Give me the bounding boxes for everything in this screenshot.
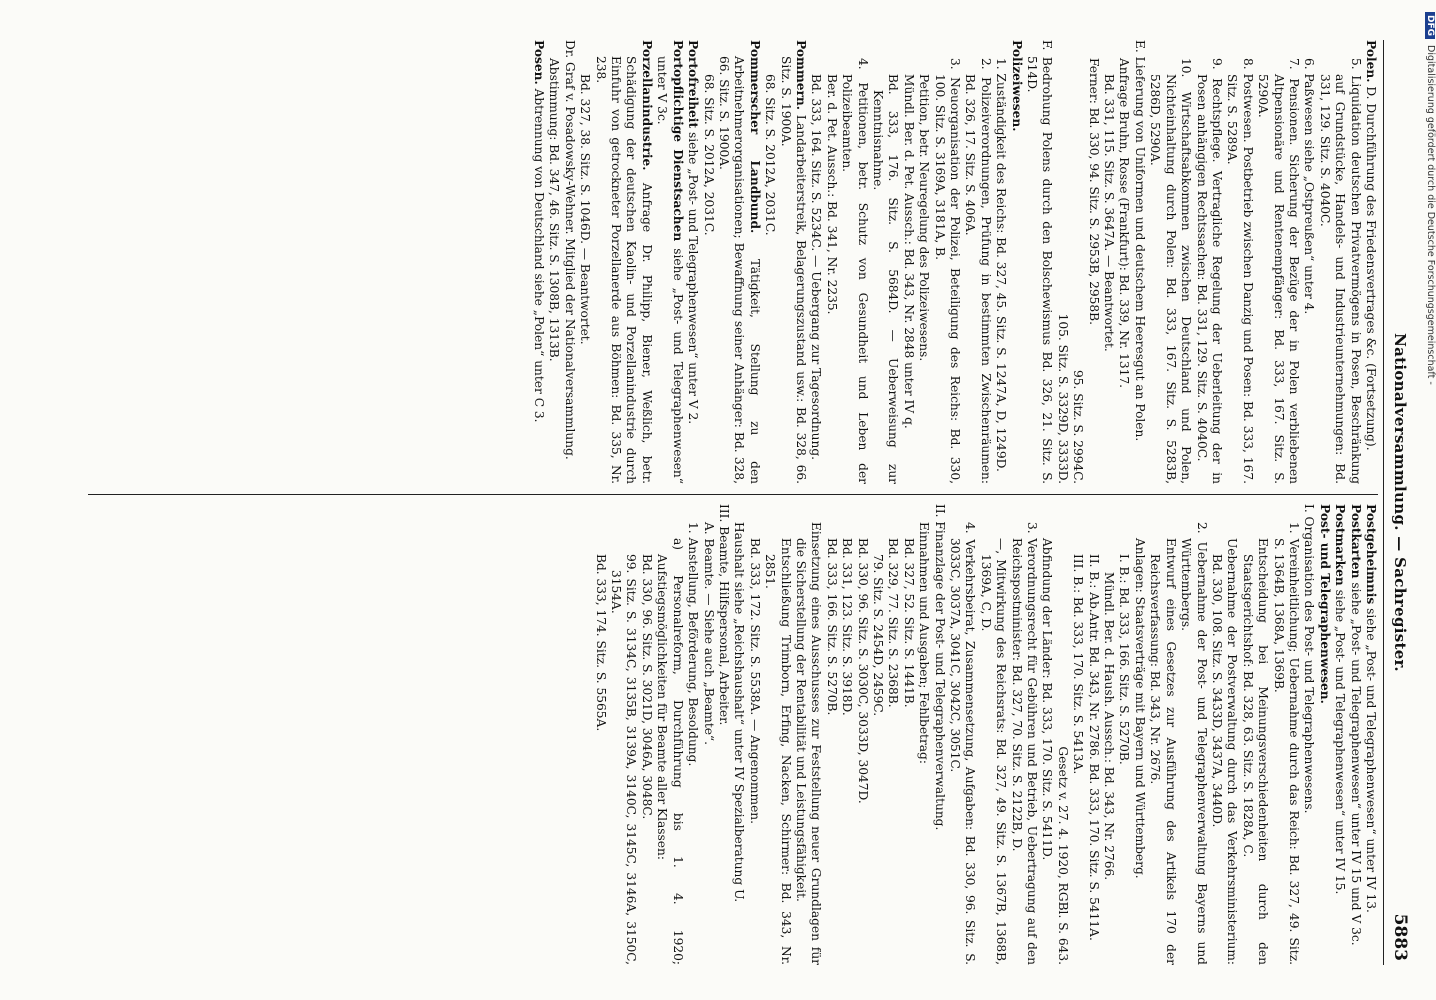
register-entry <box>793 504 824 965</box>
entry-text: 5. Liquidation deutschen Privatvermögens in Posen, Beschränkung auf Grundstücke, Handels- und Industrieunternehmungen: Bd. 331, 129. Sitz. S. 4040C. <box>1317 58 1363 484</box>
register-entry <box>839 40 870 484</box>
register-entry <box>592 504 607 965</box>
entry-text: 105. Sitz. S. 3329D, 3333D. <box>1055 313 1070 484</box>
entry-text: Haushalt siehe „Reichshaushalt“ unter IV Spezialberatung U. <box>732 522 747 903</box>
register-entry <box>885 504 900 965</box>
entry-text: Bd. 333, 174. Sitz. S. 5565A. <box>593 554 608 732</box>
register-entry <box>1008 504 1039 965</box>
entry-text: 10. Wirtschaftsabkommen zwischen Deutschland und Polen, Nichteinhaltung durch Polen: Bd. 333, 167. Sitz. S. 5283B, 5286D, 5290A. <box>1148 58 1194 484</box>
register-entry <box>700 40 715 484</box>
entry-text: Bd. 327, 38. Sitz. S. 1046D. — Beantwortet. <box>578 74 593 345</box>
register-entry <box>900 40 915 484</box>
register-entry <box>870 40 901 484</box>
register-entry <box>823 40 838 484</box>
register-entry <box>1116 40 1131 484</box>
entry-text: Uebernahme der Postverwaltung durch das Verkehrsministerium: Bd. 330, 108. Sitz. S. 3433D, 3437A, 3440D. <box>1209 538 1240 965</box>
entry-text: 1. Zuständigkeit des Reichs: Bd. 327, 45. Sitz. S. 1247A, D, 1249D. <box>994 58 1009 472</box>
entry-text: 8. Postwesen. Postbetrieb zwischen Danzig und Posen: Bd. 333, 167. Sitz. S. 5289A. <box>1225 58 1255 484</box>
page-title: Nationalversammlung. — Sachregister. <box>1391 333 1409 672</box>
entry-heading: Porzellanindustrie. <box>639 40 654 171</box>
register-entry <box>762 40 777 484</box>
entry-text: a) Personalreform, Durchführung bis 1. 4. 1920; Aufstiegsmöglichkeiten für Beamte aller Klassen: <box>655 538 685 965</box>
entry-text: Anlagen: Staatsverträge mit Bayern und Württemberg. <box>1132 538 1147 879</box>
entry-text: F. Bedrohung Polens durch den Bolschewismus Bd. 326, 21. Sitz. S. 514D. <box>1025 40 1055 484</box>
register-entry <box>777 40 808 484</box>
register-entry <box>762 504 793 965</box>
entry-heading: Postkarten <box>1348 504 1363 579</box>
register-entry <box>1332 504 1347 965</box>
register-entry <box>931 504 946 965</box>
entry-text: Bd. 330, 96. Sitz. S. 3021D, 3046A, 3048C. <box>639 554 654 820</box>
register-entry <box>577 40 592 484</box>
register-entry <box>1101 504 1116 965</box>
entry-text: siehe „Post- und Telegraphenwesen“ unter IV 13. <box>1364 608 1378 913</box>
entry-text: Entschließung Trimborn, Erfing, Nacken, Schirmer: Bd. 343, Nr. 2851. <box>763 538 793 965</box>
entry-text: II. B.: Ab.Antr. Bd. 343, Nr. 2786. Bd. 333, 170. Sitz. S. 5411A. <box>1086 554 1101 941</box>
register-entry <box>1132 504 1147 965</box>
entry-heading: Portofreiheit <box>686 40 701 129</box>
entry-heading: Postmarken <box>1333 504 1348 586</box>
register-entry <box>1193 40 1224 484</box>
entry-text: Bd. 331, 123. Sitz. S. 3918D. <box>840 538 855 716</box>
entry-text: 68. Sitz. S. 2012A, 2031C. <box>763 74 778 236</box>
entry-text: D. Durchführung des Friedensvertrages &c. (Fortsetzung). <box>1364 86 1378 451</box>
register-entry <box>1270 504 1301 965</box>
entry-text: Bd. 331, 115. Sitz. S. 3647A. — Beantwortet. <box>1102 74 1117 352</box>
entry-text: Anfrage Bruhn, Rosse (Frankfurt): Bd. 339, Nr. 1317. <box>1117 58 1132 388</box>
entry-text: 1. Vereinheitlichung; Uebernahme durch das Reich: Bd. 327, 49. Sitz. S. 1364B, 1368A, 1369B. <box>1271 522 1301 965</box>
register-entry <box>1101 40 1116 484</box>
entry-text: Abstimmung: Bd. 347, 46. Sitz. S. 1308B, 1313B. <box>547 58 562 362</box>
entry-text: 2. Polizeiverordnungen, Prüfung in bestimmten Zwischenräumen: Bd. 326, 17. Sitz. S. 406A. <box>963 58 993 484</box>
register-entry <box>1178 504 1209 965</box>
register-entry <box>1363 504 1378 965</box>
entry-text: 7. Pensionen. Sicherung der Bezüge der in Polen verbliebenen Altpensionäre und Rentenempfänger: Bd. 333, 167. Sitz. S. 5290A. <box>1256 58 1301 484</box>
register-entry <box>1008 40 1023 484</box>
register-entry <box>947 504 978 965</box>
entry-text: Landarbeiterstreik, Belagerungszustand usw.: Bd. 328, 66. Sitz. S. 1900A. <box>778 56 808 485</box>
entry-text: 79. Sitz. S. 2454D, 2459C. <box>871 554 885 717</box>
entry-text: 4. Petitionen, betr. Schutz von Gesundheit und Leben der Polizeibeamten. <box>840 58 870 484</box>
entry-text: Bd. 333, 164. Sitz. S. 5234C. — Uebergang zur Tagesordnung. <box>809 74 824 461</box>
register-entry <box>1316 40 1362 484</box>
digitization-text: Digitalisierung gefördert durch die Deutsche Forschungsgemeinschaft - <box>1425 45 1436 385</box>
entry-heading: Pommern. <box>793 40 808 111</box>
register-entry <box>685 40 700 484</box>
register-entry <box>1039 504 1054 965</box>
register-entry <box>854 504 869 965</box>
register-entry <box>916 40 931 484</box>
entry-text: Bd. 333, 166. Sitz. S. 5270B. <box>824 538 839 716</box>
entry-heading: Polen. <box>1364 40 1378 83</box>
register-entry <box>1054 40 1069 484</box>
register-entry <box>1301 40 1316 484</box>
entry-text: 4. Verkehrsbeirat, Zusammensetzung, Aufgaben: Bd. 330, 96. Sitz. S. 3033C, 3037A, 3041C, 3042C, 3051C. <box>948 522 978 965</box>
entry-text: Mündl. Ber. d. Haush. Aussch.: Bd. 343, Nr. 2766. <box>1102 572 1117 881</box>
register-entry <box>900 504 915 965</box>
register-entry <box>685 504 700 965</box>
entry-text: 2. Uebernahme der Post- und Telegraphenverwaltung Bayerns und Württembergs. <box>1179 522 1209 965</box>
register-entry <box>1132 40 1147 484</box>
entry-text: A. Beamte. — Siehe auch „Beamte“. <box>701 522 716 746</box>
entry-text: Gesetz v. 27. 4. 1920, RGBl. S. 643. <box>1055 746 1070 965</box>
entry-text: Ber. d. Pet. Aussch.: Bd. 341, Nr. 2235. <box>824 74 839 315</box>
entry-text: 68. Sitz. S. 2012A, 2031C. <box>701 74 716 236</box>
register-entry <box>1147 504 1178 965</box>
register-entry <box>546 40 561 484</box>
entry-text: Entwurf eines Gesetzes zur Ausführung des Artikels 170 der Reichsverfassung: Bd. 343, Nr. 2676. <box>1148 538 1178 965</box>
register-entry <box>654 504 685 965</box>
register-entry <box>716 40 762 484</box>
register-entry <box>654 40 685 484</box>
register-entry <box>1301 504 1316 965</box>
entry-text: 3. Verordnungsrecht für Gebühren und Betrieb, Uebertragung auf den Reichspostminister: Bd. 327, 70. Sitz. S. 2122B, D. <box>1009 522 1040 965</box>
entry-text: Anfrage Dr. Philipp, Biener, Weßlich, betr. Schädigung der deutschen Kaolin- und Porzellanindustrie durch Einfuhr von getrockneter Porzellanerde aus Böhmen: Bd. 335, Nr. 238. <box>593 56 654 485</box>
register-entry <box>870 504 885 965</box>
entry-text: Dr. Graf v. Posadowsky-Wehner. Mitglied der Nationalversammlung. <box>562 40 577 460</box>
register-entry <box>977 504 1008 965</box>
register-entry <box>639 504 654 965</box>
page-header <box>1383 40 1412 965</box>
entry-text: Ferner: Bd. 330, 94. Sitz. S. 2953B, 2958B. <box>1086 58 1101 326</box>
entry-text: III. Beamte, Hilfspersonal, Arbeiter. <box>716 504 731 726</box>
register-entry <box>1255 40 1301 484</box>
register-entry <box>1070 40 1085 484</box>
digitization-note <box>1425 12 1436 992</box>
entry-text: siehe „Post- und Telegraphenwesen“ unter IV 15. <box>1333 589 1348 895</box>
register-entry <box>1316 504 1331 965</box>
entry-heading: Pommerscher Landbund. <box>747 40 762 234</box>
entry-text: Bd. 333, 172. Sitz. S. 5538A. — Angenommen. <box>747 538 762 825</box>
entry-text: 99. Sitz. S. 3134C, 3135B, 3139A, 3140C, 3145C, 3146A, 3150C, 3154A. <box>609 554 639 965</box>
entry-text: Tätigkeit, Stellung zu den Arbeitnehmerorganisationen; Bewaffnung seiner Anhänger: Bd. 328, 66. Sitz. S. 1900A. <box>716 56 762 485</box>
entry-text: Entscheidung bei Meinungsverschiedenheiten durch den Staatsgerichtshof: Bd. 328, 63. Sitz. S. 1828A, C. <box>1240 538 1271 965</box>
register-entry <box>1070 504 1085 965</box>
register-entry <box>808 40 823 484</box>
register-entry <box>1347 504 1362 965</box>
register-entry <box>1224 40 1255 484</box>
entry-text: Bd. 327, 52. Sitz. S. 1441B. <box>901 538 916 708</box>
entry-text: 95. Sitz. S. 2994C. <box>1071 369 1086 484</box>
register-entry <box>561 40 576 484</box>
page-number: 5883 <box>1390 913 1410 961</box>
column-divider <box>88 494 1378 495</box>
entry-text: 1. Anstellung, Beförderung, Besoldung. <box>686 522 701 767</box>
register-entry <box>1085 504 1100 965</box>
register-entry <box>931 40 962 484</box>
register-entry <box>608 504 639 965</box>
entry-text: I. Organisation des Post- und Telegraphenwesens. <box>1302 504 1317 814</box>
register-entry <box>1209 504 1240 965</box>
left-column <box>82 40 1378 484</box>
register-entry <box>746 504 761 965</box>
register-entry <box>1147 40 1193 484</box>
entry-text: 6. Paßwesen siehe „Ostpreußen“ unter 4. <box>1302 58 1317 315</box>
register-entry <box>716 504 731 965</box>
entry-text: 3. Neuorganisation der Polizei, Beteiligung des Reichs: Bd. 330, 100. Sitz. S. 3169A, 3181A, B. <box>932 58 963 484</box>
entry-text: Bd. 329, 77. Sitz. S. 2368B. <box>886 538 901 708</box>
register-entry <box>531 40 546 484</box>
dfg-logo: DFG <box>1425 12 1435 39</box>
entry-text: Abfindung der Länder: Bd. 333, 170. Sitz. S. 5411D. <box>1040 538 1055 861</box>
entry-text: II. Finanzlage der Post- und Telegraphenverwaltung. <box>932 504 947 831</box>
entry-heading: Post- und Telegraphenwesen. <box>1317 504 1332 704</box>
entry-text: Petition, betr. Neuregelung des Polizeiwesens. <box>917 74 932 362</box>
entry-text: siehe „Post- und Telegraphenwesen“ unter V 3c. <box>655 56 685 485</box>
entry-text: 9. Rechtspflege. Vertragliche Regelung der Ueberleitung der in Posen anhängigen Rechtssachen: Bd. 331, 129. Sitz. S. 4040C. <box>1194 58 1224 484</box>
entry-text: Einnahmen und Ausgaben; Fehlbetrag: <box>917 522 932 764</box>
register-entry <box>700 504 715 965</box>
register-entry <box>1085 40 1100 484</box>
right-column <box>82 504 1378 965</box>
register-entry <box>1363 40 1378 484</box>
entry-text: E. Lieferung von Uniformen und deutschem Heeresgut an Polen. <box>1132 40 1147 442</box>
entry-heading: Posen. <box>532 40 547 85</box>
entry-text: I. B.: Bd. 333, 166. Sitz. S. 5270B. <box>1117 554 1132 765</box>
entry-text: —, Mitwirkung des Reichsrats: Bd. 327, 49. Sitz. S. 1367B, 1368B, 1369A, C, D. <box>978 538 1009 965</box>
register-entry <box>823 504 838 965</box>
register-entry <box>993 40 1008 484</box>
entry-text: Bd. 330, 96. Sitz. S. 3030C, 3033D, 3047D. <box>855 538 870 804</box>
register-entry <box>1054 504 1069 965</box>
register-entry <box>916 504 931 965</box>
entry-text: Bd. 333, 176. Sitz. S. 5684D. — Ueberweisung zur Kenntnisnahme. <box>871 74 901 484</box>
register-entry <box>839 504 854 965</box>
register-entry <box>1024 40 1055 484</box>
entry-text: Mündl. Ber. d. Pet. Aussch.: Bd. 343, Nr. 2848 unter IV q. <box>901 74 916 429</box>
register-entry <box>731 504 746 965</box>
register-entry <box>1239 504 1270 965</box>
entry-heading: Polizeiwesen. <box>1009 40 1024 132</box>
register-entry <box>592 40 654 484</box>
entry-text: siehe „Post- und Telegraphenwesen“ unter IV 15 und V 3c. <box>1348 582 1363 946</box>
entry-text: Abtrennung von Deutschland siehe „Polen“ unter C 3. <box>532 88 547 423</box>
entry-text: III. B.: Bd. 333, 170. Sitz. S. 5413A. <box>1071 554 1086 775</box>
register-entry <box>962 40 993 484</box>
register-entry <box>1116 504 1131 965</box>
register-page <box>72 40 1412 965</box>
entry-text: siehe „Post- und Telegraphenwesen“ unter V 2. <box>686 131 701 425</box>
entry-heading: Postgeheimnis <box>1364 504 1378 605</box>
entry-text: Einsetzung eines Ausschusses zur Feststellung neuer Grundlagen für die Sicherstellung der Rentabilität und Leistungsfähigkeit. <box>793 522 824 965</box>
entry-heading: Portopflichtige Dienstsachen <box>670 40 685 242</box>
